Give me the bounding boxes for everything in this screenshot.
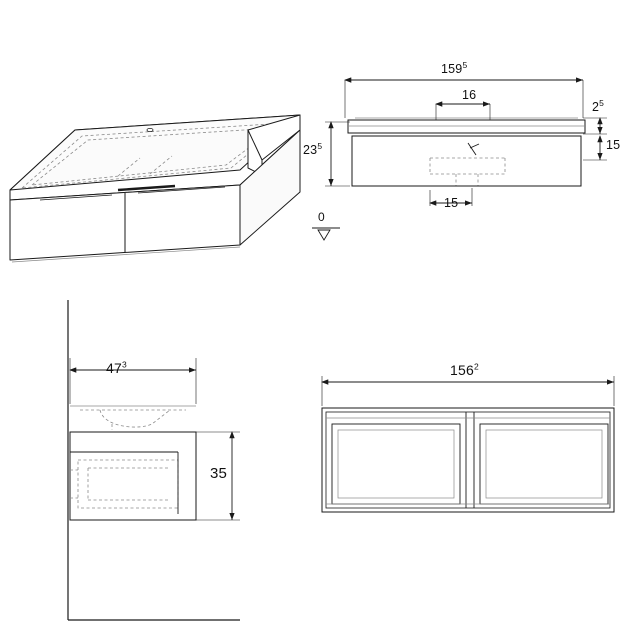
top-thickness-dimension-line [583,118,607,134]
front-cabinet-view [322,408,614,512]
bottom-15-dimension: 15 [444,196,459,210]
height-35-dimension: 35 [210,465,228,482]
height-23-dimension-line [325,122,350,186]
depth-dimension-line [70,358,196,404]
overall-width-dimension: $159^5$ [441,59,468,76]
top-thickness-dimension: $2^5$ [592,97,605,114]
right-15-dimension-line [583,136,607,160]
cabinet-width-dimension-line [322,376,614,406]
front-elevation-view [348,118,585,186]
datum-level-symbol [312,228,340,240]
cabinet-width-dimension: $156^2$ [450,361,479,378]
right-15-dimension: 15 [606,138,621,152]
side-section-view [68,300,240,620]
inset-16-dimension: 16 [462,88,477,102]
depth-dimension: $47^3$ [106,359,127,376]
datum-level-label: 0 [318,210,325,224]
isometric-view [10,115,300,262]
inset-16-dimension-line [436,104,490,120]
height-23-dimension: $23^5$ [303,140,323,157]
